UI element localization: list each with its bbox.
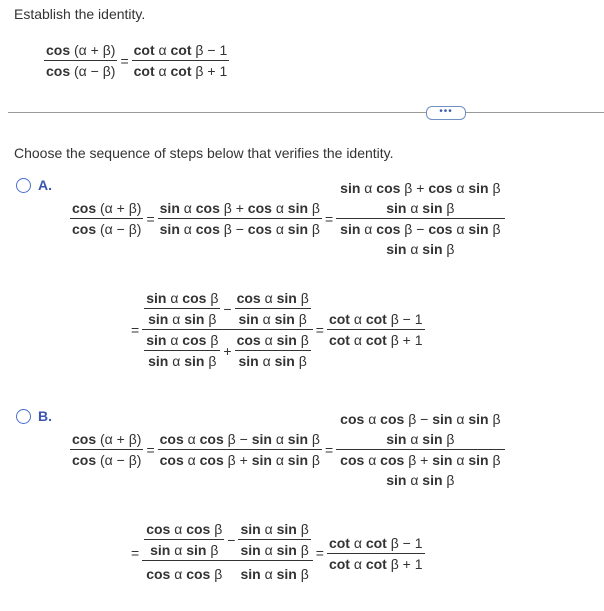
identity-left-fraction: $\frac{\cos (\alpha + \beta)}{\cos (\alpha - \beta)}$ <box>46 42 116 79</box>
option-a-step1: $\frac{\cos (\alpha + \beta)}{\cos (\alpha - \beta)}$ = $\frac{\text{sin α cos β + cos α sin β}}{\text{sin α cos β − cos α sin β}}$ = sin α cos β + cos α sin β sin α sin β sin α cos β − cos α sin β sin α sin β <box>70 178 505 259</box>
option-b-step2: = $\frac{\text{cos α cos β}}{\text{sin α sin β}}$ − $\frac{\text{sin α sin β}}{\text{sin α sin β}}$ cos α cos β sin α sin β = $\frac{\text{cot α cot β − 1}}{\text{cot α cot β + 1}}$ <box>131 521 423 582</box>
identity-statement: $\frac{\cos (\alpha + \beta)}{\cos (\alpha - \beta)}$ = $\frac{\text{cot α cot β − 1}}{\text{cot α cot β + 1}}$ <box>46 42 228 79</box>
instruction-text: Choose the sequence of steps below that verifies the identity. <box>14 145 394 161</box>
option-b-step1: $\frac{\cos (\alpha + \beta)}{\cos (\alpha - \beta)}$ = $\frac{\text{cos α cos β − sin α sin β}}{\text{cos α cos β + sin α sin β}}$ = cos α cos β − sin α sin β sin α sin β cos α cos β + sin α sin β sin α sin β <box>70 409 505 490</box>
option-a-step2: = $\frac{\text{sin α cos β}}{\text{sin α sin β}}$ − $\frac{\text{cos α sin β}}{\text{sin α sin β}}$ $\frac{\text{sin α cos β}}{\text{sin α sin β}}$ + $\frac{\text{cos α sin β}}{\text{sin α sin β}}$ = $\frac{\text{cot α cot β − 1}}{\text{cot α cot β + 1}}$ <box>131 290 423 369</box>
section-divider <box>8 112 604 113</box>
option-b-radio[interactable] <box>16 409 31 424</box>
option-a-radio[interactable] <box>16 178 31 193</box>
option-b-label[interactable]: B. <box>38 408 52 424</box>
prompt-text: Establish the identity. <box>14 6 146 22</box>
more-options-button[interactable]: ••• <box>426 106 466 120</box>
option-a-label[interactable]: A. <box>38 177 52 193</box>
identity-right-fraction: $\frac{\text{cot α cot β − 1}}{\text{cot α cot β + 1}}$ <box>133 42 228 79</box>
